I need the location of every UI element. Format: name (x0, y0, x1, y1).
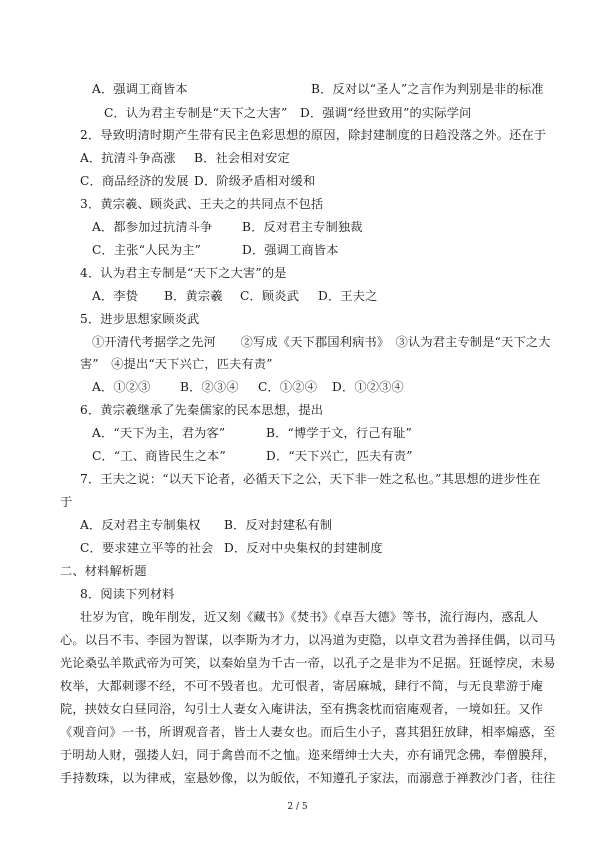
q7-stem-cont: 于 (60, 495, 73, 509)
passage-line: 光论桑弘羊欺武帝为可笑，以秦始皇为千古一帝，以孔子之是非为不足据。狂诞悖戾，未易 (60, 656, 556, 670)
q5-option-d: D．①②③④ (332, 380, 404, 394)
q4-option-b: B．黄宗羲 (164, 289, 223, 303)
passage-line: 心。以吕不韦、李园为智谋，以李斯为才力，以冯道为吏隐，以卓文君为善择佳偶，以司马 (60, 633, 556, 647)
q5-option-b: B．②③④ (180, 380, 239, 394)
q5-option-c: C．①②④ (258, 380, 318, 394)
passage-line: 院，挟妓女白昼同浴，勾引士人妻女入庵讲法，至有携衾枕而宿庵观者，一境如狂。又作 (60, 702, 544, 716)
q4-option-c: C．顾炎武 (240, 289, 300, 303)
passage-line: 《观音问》一书，所谓观音者，皆士人妻女也。而后生小子，喜其猖狂放肆，相率煽惑，至 (60, 725, 556, 739)
page-number: 2 / 5 (287, 802, 308, 812)
q5-items-line2: 害” ④提出“天下兴亡，匹夫有责” (80, 357, 273, 371)
q3-option-b: B．反对君主专制独裁 (242, 220, 363, 234)
q7-option-c: C．要求建立平等的社会 (80, 541, 214, 555)
q6-option-d: D．“天下兴亡，匹夫有责” (266, 449, 413, 463)
q4-option-d: D．王夫之 (318, 289, 378, 303)
q3-stem: 3．黄宗羲、顾炎武、王夫之的共同点不包括 (80, 197, 324, 211)
q3-option-c: C．主张“人民为主” (92, 243, 202, 257)
q6-option-b: B．“博学于文，行己有耻” (266, 426, 412, 440)
q7-option-d: D．反对中央集权的封建制度 (224, 541, 383, 555)
q5-stem: 5．进步思想家顾炎武 (80, 312, 200, 326)
passage-line: 于明劫人财，强搂人妇，同于禽兽而不之恤。迩来缙绅士大夫，亦有诵咒念佛，奉僧膜拜， (60, 748, 556, 762)
q2-option-c: C．商品经济的发展 (80, 174, 189, 188)
q3-option-d: D．强调工商皆本 (242, 243, 339, 257)
q1-option-a: A．强调工商皆本 (92, 82, 188, 96)
q1-option-b: B．反对以“圣人”之言作为判别是非的标准 (311, 82, 544, 96)
q4-option-a: A．李贽 (92, 289, 139, 303)
passage-line: 手持数珠，以为律戒，室悬妙像，以为皈依，不知遵孔子家法，而溺意于禅教沙门者，往往 (60, 771, 556, 785)
q7-option-b: B．反对封建私有制 (224, 518, 333, 532)
q3-option-a: A．都参加过抗清斗争 (92, 220, 213, 234)
q2-stem: 2．导致明清时期产生带有民主色彩思想的原因，除封建制度的日趋没落之外。还在于 (80, 128, 547, 142)
q6-option-c: C．“工、商皆民生之本” (92, 449, 226, 463)
q4-stem: 4．认为君主专制是“天下之大害”的是 (80, 266, 287, 280)
q7-option-a: A．反对君主专制集权 (80, 518, 201, 532)
q1-option-c: C．认为君主专制是“天下之大害” (104, 106, 288, 120)
q7-stem: 7．王夫之说：“以天下论者，必循天下之公，天下非一姓之私也。”其思想的进步性在 (80, 472, 541, 486)
q6-stem: 6．黄宗羲继承了先秦儒家的民本思想，提出 (80, 403, 324, 417)
section-heading: 二、材料解析题 (60, 564, 147, 578)
q5-option-a: A．①②③ (92, 380, 151, 394)
q6-option-a: A．“天下为主，君为客” (92, 426, 226, 440)
q2-option-a: A．抗清斗争高涨 (80, 151, 176, 165)
passage-line: 壮岁为官，晚年削发，近又刻《藏书》《焚书》《卓吾大德》等书，流行海内，惑乱人 (80, 610, 539, 624)
q5-items-line1: ①开清代考据学之先河 ②写成《天下郡国利病书》 ③认为君主专制是“天下之大 (92, 335, 551, 349)
q1-option-d: D．强调“经世致用”的实际学问 (300, 106, 472, 120)
q8-stem: 8．阅读下列材料 (80, 587, 175, 601)
q2-option-b: B．社会相对安定 (194, 151, 290, 165)
passage-line: 枚举，大都刺谬不经，不可不毁者也。尤可恨者，寄居麻城，肆行不简，与无良辈游于庵 (60, 679, 544, 693)
q2-option-d: D．阶级矛盾相对缓和 (194, 174, 316, 188)
